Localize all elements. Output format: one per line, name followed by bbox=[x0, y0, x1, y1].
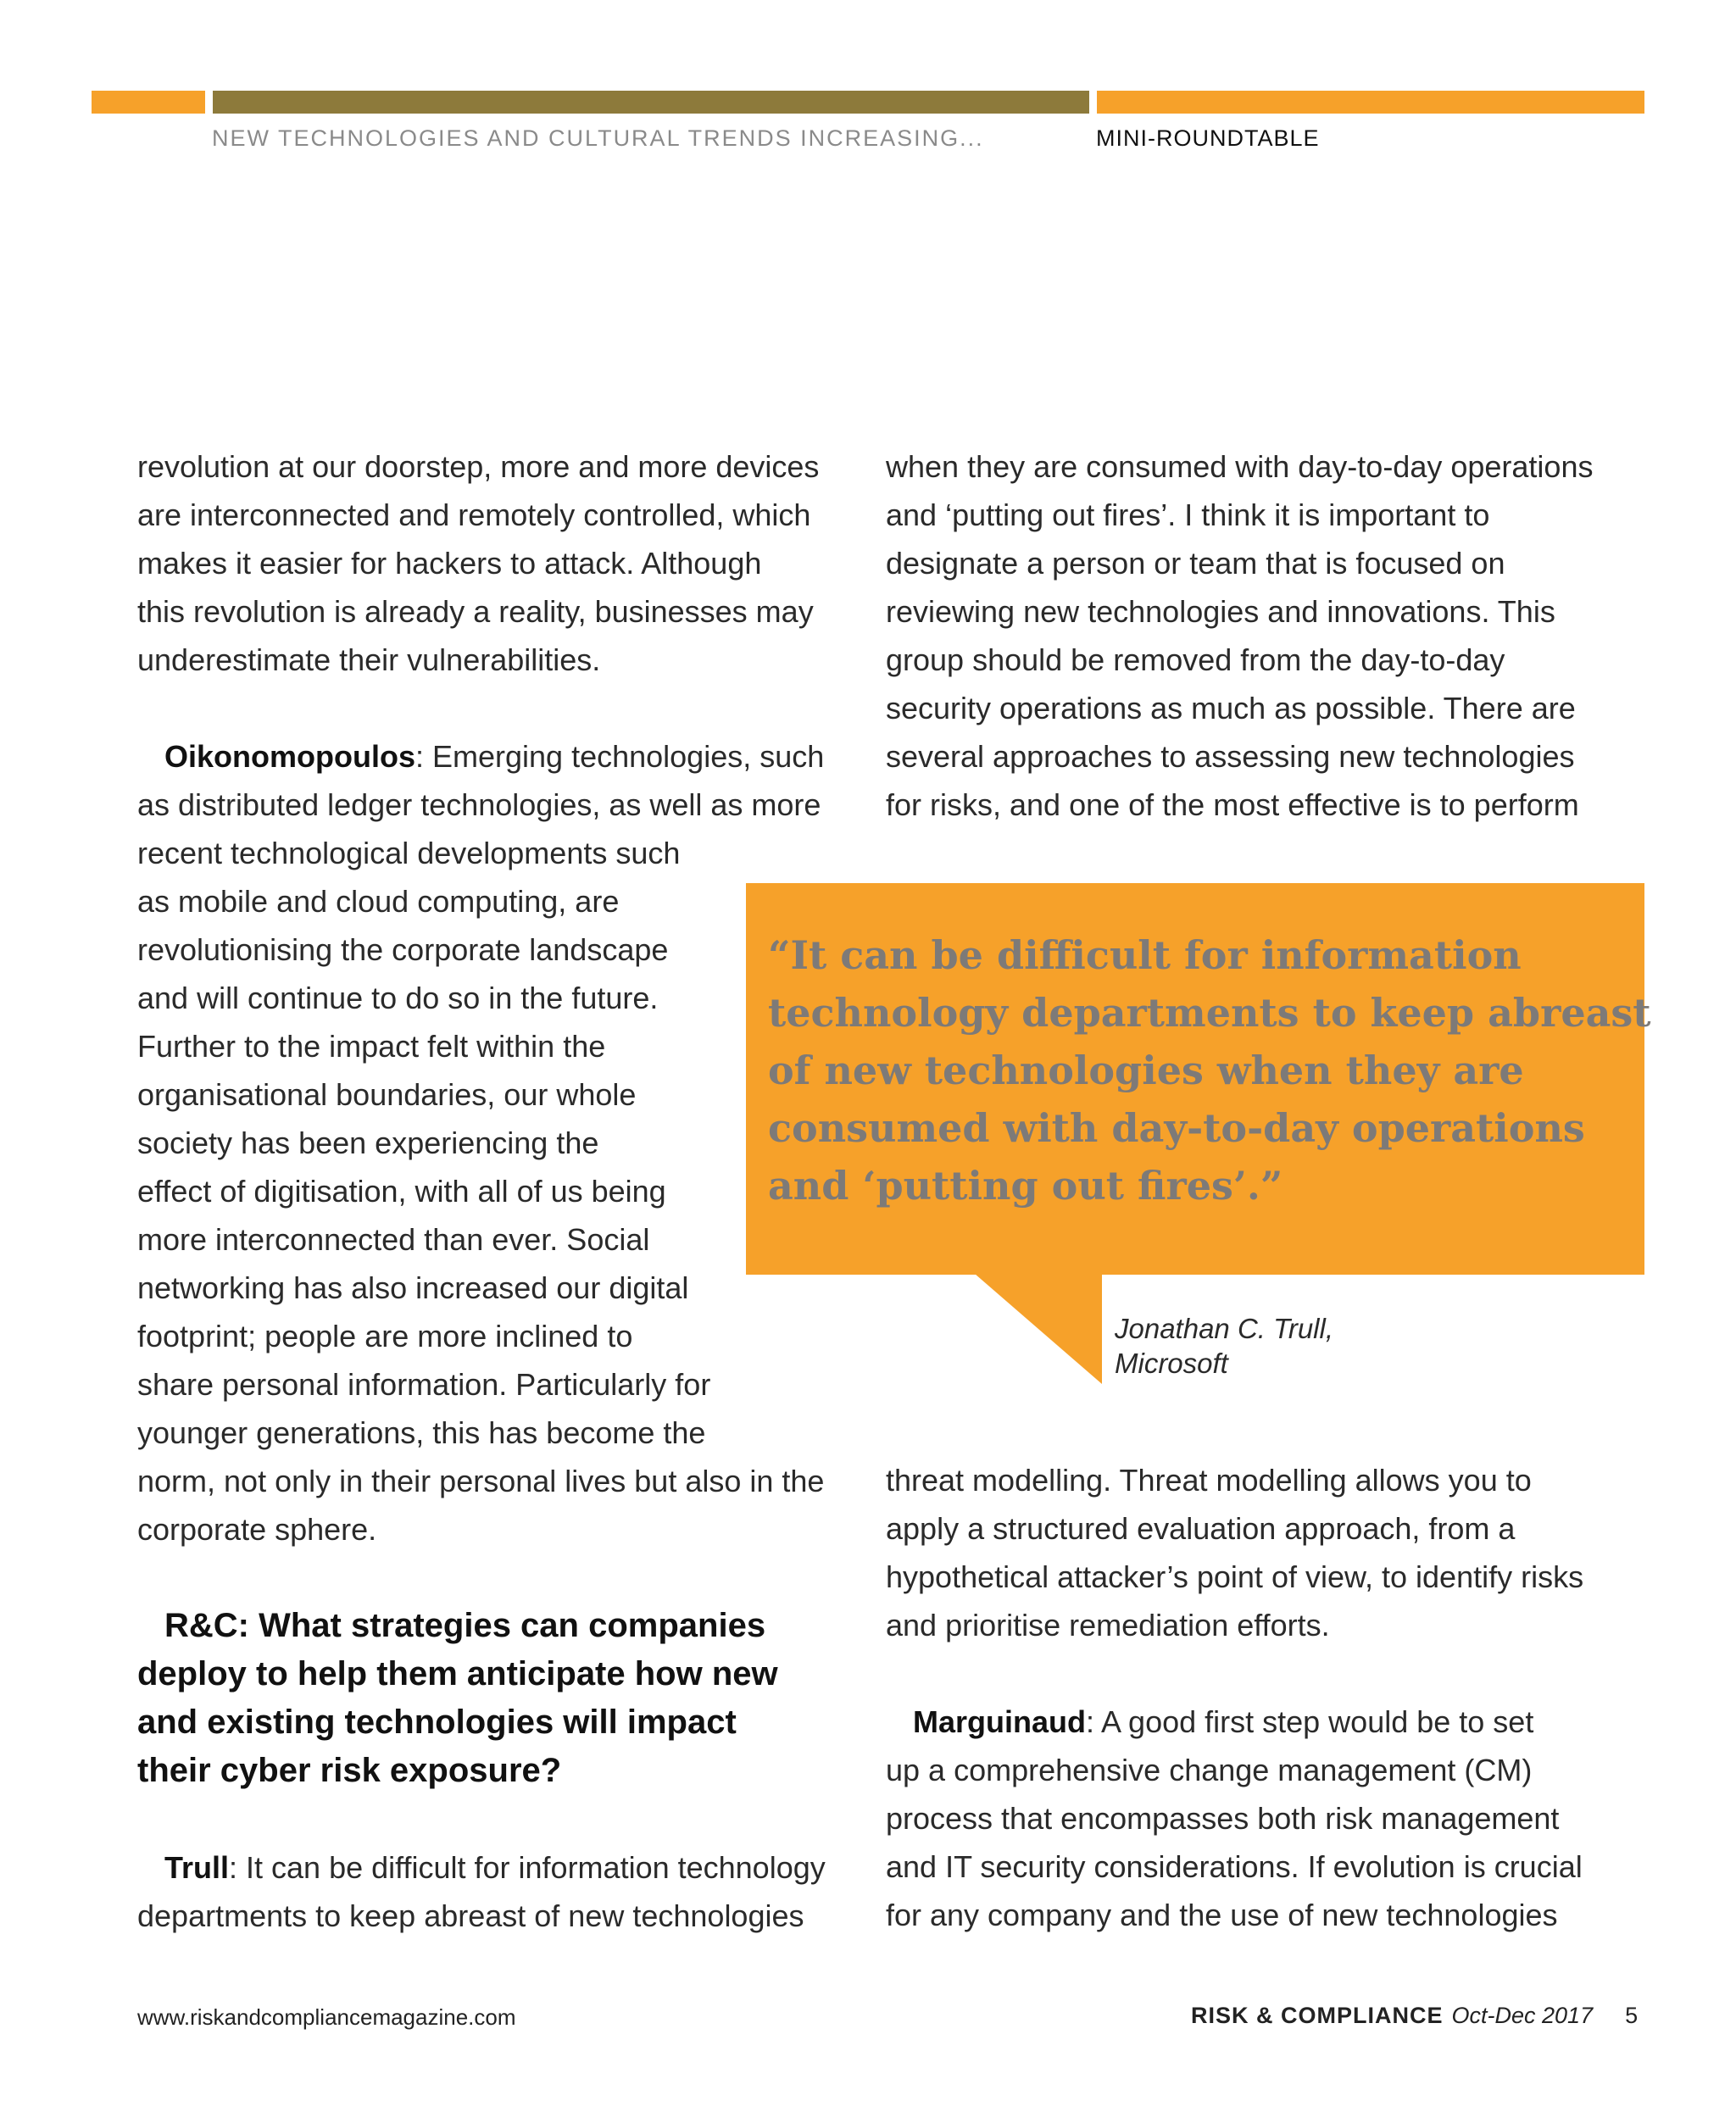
text-line: norm, not only in their personal lives but also in the bbox=[137, 1464, 825, 1498]
quote-attribution bbox=[1115, 1311, 1333, 1381]
speaker-name: Oikonomopoulos bbox=[164, 739, 415, 774]
header-bar-right bbox=[1097, 91, 1644, 114]
issue-date: Oct-Dec 2017 bbox=[1451, 2003, 1594, 2028]
speaker-paragraph-start bbox=[137, 732, 826, 781]
question-line: their cyber risk exposure? bbox=[137, 1752, 562, 1789]
text-line: hypothetical attacker’s point of view, to identify risks bbox=[886, 1559, 1584, 1594]
text-line: more interconnected than ever. Social bbox=[137, 1222, 650, 1257]
footer-issue-info bbox=[1191, 2003, 1638, 2029]
question-line: and existing technologies will impact bbox=[137, 1704, 737, 1741]
attribution-org: Microsoft bbox=[1115, 1348, 1228, 1379]
text-line: security operations as much as possible. There are bbox=[886, 691, 1576, 725]
right-column-top bbox=[886, 442, 1593, 829]
running-head-title: NEW TECHNOLOGIES AND CULTURAL TRENDS INCREASING... bbox=[212, 125, 984, 151]
text-line: revolution at our doorstep, more and more devices bbox=[137, 449, 820, 484]
text-line: this revolution is already a reality, businesses may bbox=[137, 594, 814, 629]
text-line: and prioritise remediation efforts. bbox=[886, 1608, 1330, 1642]
text-line: for risks, and one of the most effective is to perform bbox=[886, 787, 1579, 822]
attribution-name: Jonathan C. Trull, bbox=[1115, 1313, 1334, 1344]
footer-url[interactable]: www.riskandcompliancemagazine.com bbox=[137, 2004, 516, 2030]
quote-line: technology departments to keep abreast bbox=[768, 990, 1651, 1036]
text-line: revolutionising the corporate landscape bbox=[137, 932, 669, 967]
text-line: threat modelling. Threat modelling allows you to bbox=[886, 1463, 1532, 1498]
text-line: Further to the impact felt within the bbox=[137, 1029, 606, 1064]
text-line: are interconnected and remotely controlled, which bbox=[137, 497, 811, 532]
text-line: : A good first step would be to set bbox=[1086, 1704, 1534, 1739]
text-line: footprint; people are more inclined to bbox=[137, 1319, 633, 1353]
section-label: MINI-ROUNDTABLE bbox=[1096, 125, 1320, 151]
quote-line: consumed with day-to-day operations bbox=[768, 1105, 1585, 1151]
text-line: : Emerging technologies, such bbox=[415, 739, 825, 774]
speaker-name: Marguinaud bbox=[913, 1704, 1086, 1739]
text-line: recent technological developments such bbox=[137, 836, 681, 870]
magazine-name: RISK & COMPLIANCE bbox=[1191, 2003, 1444, 2028]
quote-line: “It can be difficult for information bbox=[768, 932, 1522, 978]
text-line: networking has also increased our digital bbox=[137, 1270, 689, 1305]
text-line: organisational boundaries, our whole bbox=[137, 1077, 637, 1112]
header-bar-left bbox=[92, 91, 205, 114]
speaker-name: Trull bbox=[164, 1850, 230, 1885]
text-line: designate a person or team that is focused on bbox=[886, 546, 1505, 581]
text-line: process that encompasses both risk management bbox=[886, 1801, 1560, 1836]
text-line: corporate sphere. bbox=[137, 1512, 377, 1547]
pull-quote-text bbox=[768, 926, 1651, 1214]
text-line: when they are consumed with day-to-day operations bbox=[886, 449, 1594, 484]
text-line: and will continue to do so in the future. bbox=[137, 981, 659, 1015]
text-line: up a comprehensive change management (CM) bbox=[886, 1753, 1533, 1787]
header-bar-middle bbox=[213, 91, 1089, 114]
speaker-paragraph-start bbox=[886, 1698, 1583, 1746]
text-line: and IT security considerations. If evolution is crucial bbox=[886, 1849, 1583, 1884]
text-line: younger generations, this has become the bbox=[137, 1415, 706, 1450]
text-line: society has been experiencing the bbox=[137, 1126, 599, 1160]
speaker-paragraph-start bbox=[137, 1843, 826, 1892]
text-line: as distributed ledger technologies, as well as more bbox=[137, 787, 821, 822]
text-line: departments to keep abreast of new technologies bbox=[137, 1898, 804, 1933]
text-line: several approaches to assessing new technologies bbox=[886, 739, 1575, 774]
left-column bbox=[137, 442, 826, 1940]
question-line: R&C: What strategies can companies bbox=[164, 1607, 766, 1644]
text-line: apply a structured evaluation approach, from a bbox=[886, 1511, 1516, 1546]
text-line: group should be removed from the day-to-day bbox=[886, 642, 1505, 677]
text-line: for any company and the use of new technologies bbox=[886, 1898, 1558, 1932]
text-line: underestimate their vulnerabilities. bbox=[137, 642, 601, 677]
page-number: 5 bbox=[1625, 2003, 1639, 2028]
question-line: deploy to help them anticipate how new bbox=[137, 1655, 778, 1692]
text-line: and ‘putting out fires’. I think it is important to bbox=[886, 497, 1490, 532]
quote-line: and ‘putting out fires’.” bbox=[768, 1163, 1283, 1209]
quote-line: of new technologies when they are bbox=[768, 1048, 1524, 1093]
text-line: share personal information. Particularly for bbox=[137, 1367, 711, 1402]
text-line: makes it easier for hackers to attack. Although bbox=[137, 546, 762, 581]
speech-pointer bbox=[975, 1274, 1102, 1384]
text-line: as mobile and cloud computing, are bbox=[137, 884, 620, 919]
text-line: : It can be difficult for information technology bbox=[229, 1850, 826, 1885]
text-line: reviewing new technologies and innovations. This bbox=[886, 594, 1555, 629]
text-line: effect of digitisation, with all of us being bbox=[137, 1174, 666, 1209]
right-column-bottom bbox=[886, 1456, 1583, 1939]
